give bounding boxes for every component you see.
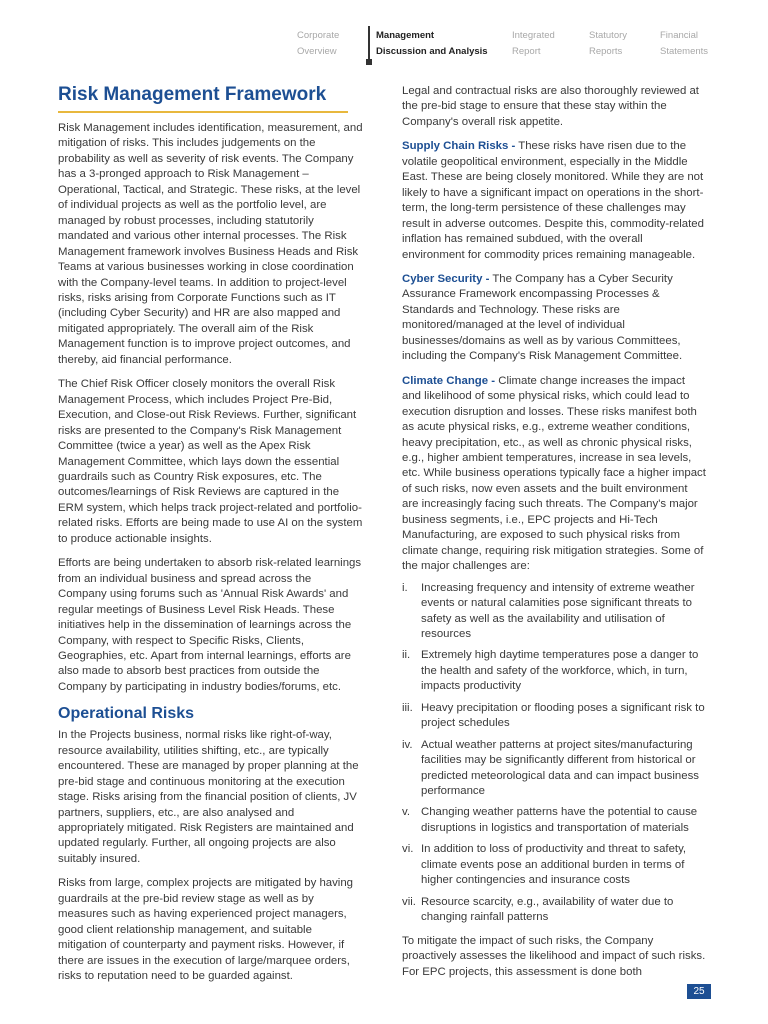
list-item-text: Heavy precipitation or flooding poses a significant risk to project schedules <box>421 701 705 730</box>
list-item <box>402 648 707 694</box>
list-item <box>402 805 707 836</box>
nav-active-marker <box>366 59 372 65</box>
list-item-number: iii. <box>402 701 413 714</box>
list-item <box>402 581 707 643</box>
list-item <box>402 895 707 926</box>
mitigation-paragraph: To mitigate the impact of such risks, the Company proactively assesses the likelihood and impact of such risks. For EPC projects, this assessment is done both <box>402 934 706 978</box>
top-navigation <box>0 26 768 66</box>
cyber-security-text: The Company has a Cyber Security Assurance Framework encompassing Processes & Standards and Technology. These risks are monitored/managed at the level of individual businesses/domains as well as by various Committees, including the Company's Risk Management Committee. <box>402 272 683 363</box>
supply-chain-lead: Supply Chain Risks - <box>402 140 516 153</box>
operational-risks-heading: Operational Risks <box>58 705 195 723</box>
list-item-number: v. <box>402 806 411 819</box>
right-column <box>402 84 707 989</box>
nav-label-line2: Discussion and Analysis <box>376 46 488 57</box>
operational-risks-paragraph: In the Projects business, normal risks like right-of-way, resource availability, utilities shifting, etc., are typically encountered. These are managed by proper planning at the pre-bid stage and continuous monitoring at the execution stage. Risks arising from the financial position of clients, JV partners, suppliers, etc., are also analysed and appropriately mitigated. Risk Registers are maintained and updated regularly. Further, all ongoing projects are also suitably insured. <box>58 729 359 865</box>
list-item-text: Extremely high daytime temperatures pose a danger to the health and safety of the workforce, which, in turn, impacts productivity <box>421 649 699 693</box>
nav-label-line1: Management <box>376 30 435 41</box>
nav-integrated-report[interactable] <box>512 28 555 60</box>
nav-label-line2: Report <box>512 46 541 57</box>
cro-paragraph: The Chief Risk Officer closely monitors the overall Risk Management Process, which includes Project Pre-Bid, Execution, and Close-out Risk Reviews. Further, significant risks are presented to the Company's Risk Management Committee (twice a year) as well as the Apex Risk Management Committee, which lays down the essential guardrails such as Country Risk exposures, etc. The outcomes/learnings of Risk Reviews are captured in the ERM system, which helps track project-related and portfolio-related risks. Efforts are being made to use AI on the system to produce actionable insights. <box>58 378 363 545</box>
nav-label-line1: Corporate <box>297 30 340 41</box>
supply-chain-text: These risks have risen due to the volatile geopolitical environment, especially in the Middle East. These are being closely monitored. While they are not likely to have a significant impact on operations in the short-term, the long-term persistence of these challenges may result in adverse outcomes. Despite this, commodity-related inflation has remained subdued, with the overall environment for commodity prices remaining manageable. <box>402 140 704 261</box>
nav-label-line2: Statements <box>660 46 709 57</box>
intro-paragraph: Risk Management includes identification, measurement, and mitigation of risks. This includes judgements on the probability as well as severity of risk events. The Company has a 3-pronged approach to Risk Management – Operational, Tactical, and Strategic. These risks, at the level of individual projects as well as the portfolio level, are managed by robust processes, including statutorily mandated and various other internal processes. The Risk Management framework involves Business Heads and Risk Teams at various businesses working in close coordination with the Company-level teams. In addition to project-level risks, risks arising from Corporate Functions such as IT (including Cyber Security) and HR are also mapped and mitigated appropriately. The overall aim of the Risk Management function is to improve project outcomes, and thereby, aid financial performance. <box>58 122 363 366</box>
list-item-text: In addition to loss of productivity and threat to safety, climate events pose an additional burden in terms of higher contingencies and insurance costs <box>421 843 687 887</box>
cyber-security-paragraph <box>402 272 707 365</box>
nav-corporate-overview[interactable] <box>297 28 339 60</box>
learnings-paragraph: Efforts are being undertaken to absorb risk-related learnings from an individual business and spread across the Company using forums such as 'Annual Risk Awards' and regular meetings of Business Level Risk Heads. These initiatives help in the dissemination of learnings across the Company, with respect to Specific Risks, Clients, Geographies, etc. Apart from internal learnings, efforts are also made to absorb best practices from outside the Company by participating in industry bodies/forums, etc. <box>58 557 362 693</box>
list-item-text: Changing weather patterns have the potential to cause disruptions in logistics and transportation of materials <box>421 806 698 834</box>
list-item-number: i. <box>402 581 408 594</box>
nav-label-line1: Statutory <box>589 30 628 41</box>
list-item <box>402 701 707 732</box>
nav-label-line2: Overview <box>297 46 337 57</box>
nav-label-line1: Financial <box>660 30 699 41</box>
list-item-number: ii. <box>402 649 411 662</box>
climate-change-paragraph <box>402 374 707 575</box>
left-column <box>58 84 363 994</box>
nav-financial-statements[interactable] <box>660 28 708 60</box>
list-item-number: vi. <box>402 843 414 856</box>
list-item <box>402 842 707 888</box>
list-item <box>402 738 707 800</box>
nav-management-discussion[interactable] <box>376 28 488 60</box>
cyber-security-lead: Cyber Security - <box>402 272 490 285</box>
climate-change-text: Climate change increases the impact and likelihood of some physical risks, which could lead to execution disruption and losses. These risks manifest both as acute physical risks, e.g., extreme weather conditions, heavy precipitation, etc., as well as chronic physical risks, e.g., higher ambient temperatures, increase in sea levels, etc. While business operations typically face a higher impact of such risks, now even assets and the built environment are increasingly facing such threats. The Company's major business segments, i.e., EPC projects and Hi-Tech Manufacturing, are exposed to such physical risks from climate change, requiring risk mitigation strategies. Some of the major challenges are: <box>402 374 706 573</box>
supply-chain-paragraph <box>402 139 707 263</box>
list-item-text: Increasing frequency and intensity of extreme weather events or natural calamities pose significant threats to safety as well as the availability and utilisation of resources <box>421 581 695 640</box>
nav-label-line2: Reports <box>589 46 623 57</box>
list-item-text: Resource scarcity, e.g., availability of water due to changing rainfall patterns <box>421 895 674 924</box>
page-number: 25 <box>687 984 711 999</box>
list-item-text: Actual weather patterns at project sites/manufacturing facilities may be significantly different from historical or predicted meteorological data and can impact business performance <box>421 738 699 798</box>
nav-active-indicator <box>368 26 370 62</box>
list-item-number: iv. <box>402 738 413 751</box>
nav-label-line1: Integrated <box>512 30 555 41</box>
climate-challenges-list <box>402 581 707 926</box>
large-projects-paragraph: Risks from large, complex projects are mitigated by having guardrails at the pre-bid review stage as well as by measures such as having experienced project managers, good client relationship management, and suitable mitigation of counterparty and payment risks. However, if there are issues in the execution of large/marquee orders, risks to reputation need to be guarded against. <box>58 877 354 983</box>
list-item-number: vii. <box>402 895 416 908</box>
nav-statutory-reports[interactable] <box>589 28 627 60</box>
climate-change-lead: Climate Change - <box>402 374 496 387</box>
page-title: Risk Management Framework <box>58 84 348 113</box>
legal-risks-paragraph: Legal and contractual risks are also thoroughly reviewed at the pre-bid stage to ensure that these stay within the Company's overall risk appetite. <box>402 85 699 128</box>
